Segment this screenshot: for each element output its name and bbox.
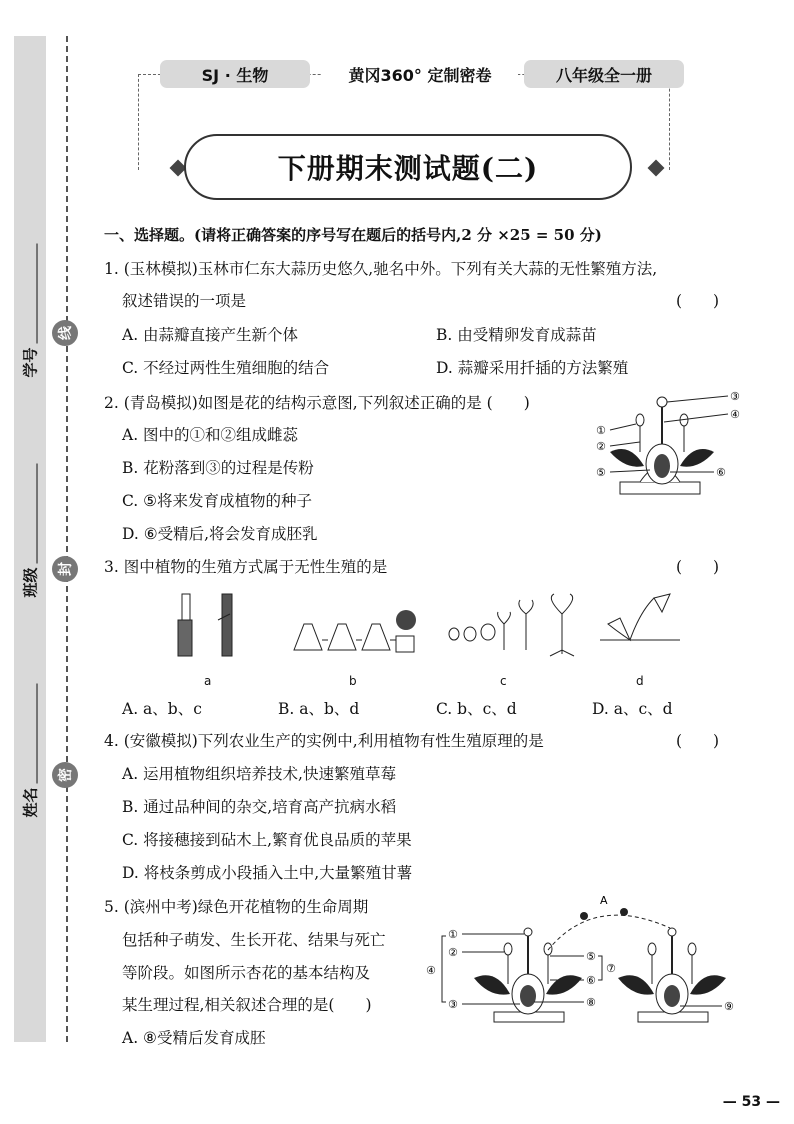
q3-stem: 3. 图中植物的生殖方式属于无性生殖的是: [104, 558, 388, 576]
q5-fig-label-5: ⑤: [586, 950, 596, 963]
q4-option-c[interactable]: C. 将接穗接到砧木上,繁育优良品质的苹果: [122, 831, 412, 849]
q1-stem: 1. (玉林模拟)玉林市仁东大蒜历史悠久,驰名中外。下列有关大蒜的无性繁殖方法,: [104, 260, 658, 278]
q5-fig-label-3: ③: [448, 998, 458, 1011]
q5-fig-label-6: ⑥: [586, 974, 596, 987]
apricot-flower-diagram-q5: [424, 894, 744, 1038]
q5-stem-2: 包括种子萌发、生长开花、结果与死亡: [122, 931, 386, 949]
q3-fig-label-c: c: [500, 674, 507, 688]
q5-stem-3: 等阶段。如图所示杏花的基本结构及: [122, 964, 371, 982]
class-field[interactable]: [14, 520, 46, 598]
q5-fig-label-8: ⑧: [586, 996, 596, 1009]
q1-option-c[interactable]: C. 不经过两性生殖细胞的结合: [122, 359, 330, 377]
page-number: — 53 —: [722, 1094, 780, 1110]
q5-fig-label-9: ⑨: [724, 1000, 734, 1013]
q4-option-d[interactable]: D. 将枝条剪成小段插入土中,大量繁殖甘薯: [122, 864, 413, 882]
q2-fig-label-6: ⑥: [716, 466, 726, 479]
q2-option-d[interactable]: D. ⑥受精后,将会发育成胚乳: [122, 525, 318, 543]
q5-fig-label-2: ②: [448, 946, 458, 959]
name-label: 姓名: [21, 787, 40, 818]
q2-fig-label-5: ⑤: [596, 466, 606, 479]
class-label: 班级: [21, 567, 40, 598]
figure-a-cutting: [170, 590, 250, 660]
q2-fig-label-4: ④: [730, 408, 740, 421]
series-title: 黄冈360° 定制密卷: [322, 60, 518, 88]
q4-answer-paren[interactable]: ( ): [676, 732, 720, 750]
q2-stem: 2. (青岛模拟)如图是花的结构示意图,下列叙述正确的是 ( ): [104, 394, 530, 412]
q2-fig-label-1: ①: [596, 424, 606, 437]
q5-fig-label-A: A: [600, 894, 608, 907]
q2-option-b[interactable]: B. 花粉落到③的过程是传粉: [122, 459, 314, 477]
q3-answer-paren[interactable]: ( ): [676, 558, 720, 576]
q1-option-a[interactable]: A. 由蒜瓣直接产生新个体: [122, 326, 299, 344]
q5-stem: 5. (滨州中考)绿色开花植物的生命周期: [104, 898, 369, 916]
grade-pill: 八年级全一册: [524, 60, 684, 88]
q5-fig-label-7: ⑦: [606, 962, 616, 975]
q5-fig-label-1: ①: [448, 928, 458, 941]
q5-fig-label-4: ④: [426, 964, 436, 977]
q4-option-a[interactable]: A. 运用植物组织培养技术,快速繁殖草莓: [122, 765, 396, 783]
q4-stem: 4. (安徽模拟)下列农业生产的实例中,利用植物有性生殖原理的是: [104, 732, 544, 750]
figure-d-layering: [600, 592, 680, 660]
q3-fig-label-b: b: [349, 674, 357, 688]
student-id-label: 学号: [21, 347, 40, 378]
student-id-field[interactable]: [14, 300, 46, 378]
figure-c-seed-germination: [446, 594, 596, 660]
q3-fig-label-a: a: [204, 674, 212, 688]
q3-option-d[interactable]: D. a、c、d: [592, 700, 673, 718]
seal-circle-1: 线: [52, 320, 78, 346]
q1-stem-2: 叙述错误的一项是: [122, 292, 247, 310]
section-heading: 一、选择题。(请将正确答案的序号写在题后的括号内,2 分 ×25 = 50 分): [104, 226, 602, 244]
q2-fig-label-3: ③: [730, 390, 740, 403]
flower-diagram-q2: [596, 390, 740, 504]
name-field[interactable]: [14, 740, 46, 818]
q1-answer-paren[interactable]: ( ): [676, 292, 720, 310]
q3-option-b[interactable]: B. a、b、d: [278, 700, 360, 718]
binding-dashed-line: [66, 36, 68, 1042]
q3-fig-label-d: d: [636, 674, 644, 688]
q1-option-b[interactable]: B. 由受精卵发育成蒜苗: [436, 326, 597, 344]
q2-option-a[interactable]: A. 图中的①和②组成雌蕊: [122, 426, 299, 444]
q5-option-a[interactable]: A. ⑧受精后发育成胚: [122, 1029, 266, 1047]
subject-pill: SJ · 生物: [160, 60, 310, 88]
q2-fig-label-2: ②: [596, 440, 606, 453]
page-title: 下册期末测试题(二): [184, 134, 632, 200]
q1-option-d[interactable]: D. 蒜瓣采用扦插的方法繁殖: [436, 359, 629, 377]
q3-option-a[interactable]: A. a、b、c: [122, 700, 202, 718]
seal-circle-3: 密: [52, 762, 78, 788]
figure-b-tissue-culture: [290, 600, 430, 660]
q2-option-c[interactable]: C. ⑤将来发育成植物的种子: [122, 492, 313, 510]
q3-option-c[interactable]: C. b、c、d: [436, 700, 517, 718]
seal-circle-2: 封: [52, 556, 78, 582]
q4-option-b[interactable]: B. 通过品种间的杂交,培育高产抗病水稻: [122, 798, 397, 816]
q5-stem-4: 某生理过程,相关叙述合理的是( ): [122, 996, 372, 1014]
